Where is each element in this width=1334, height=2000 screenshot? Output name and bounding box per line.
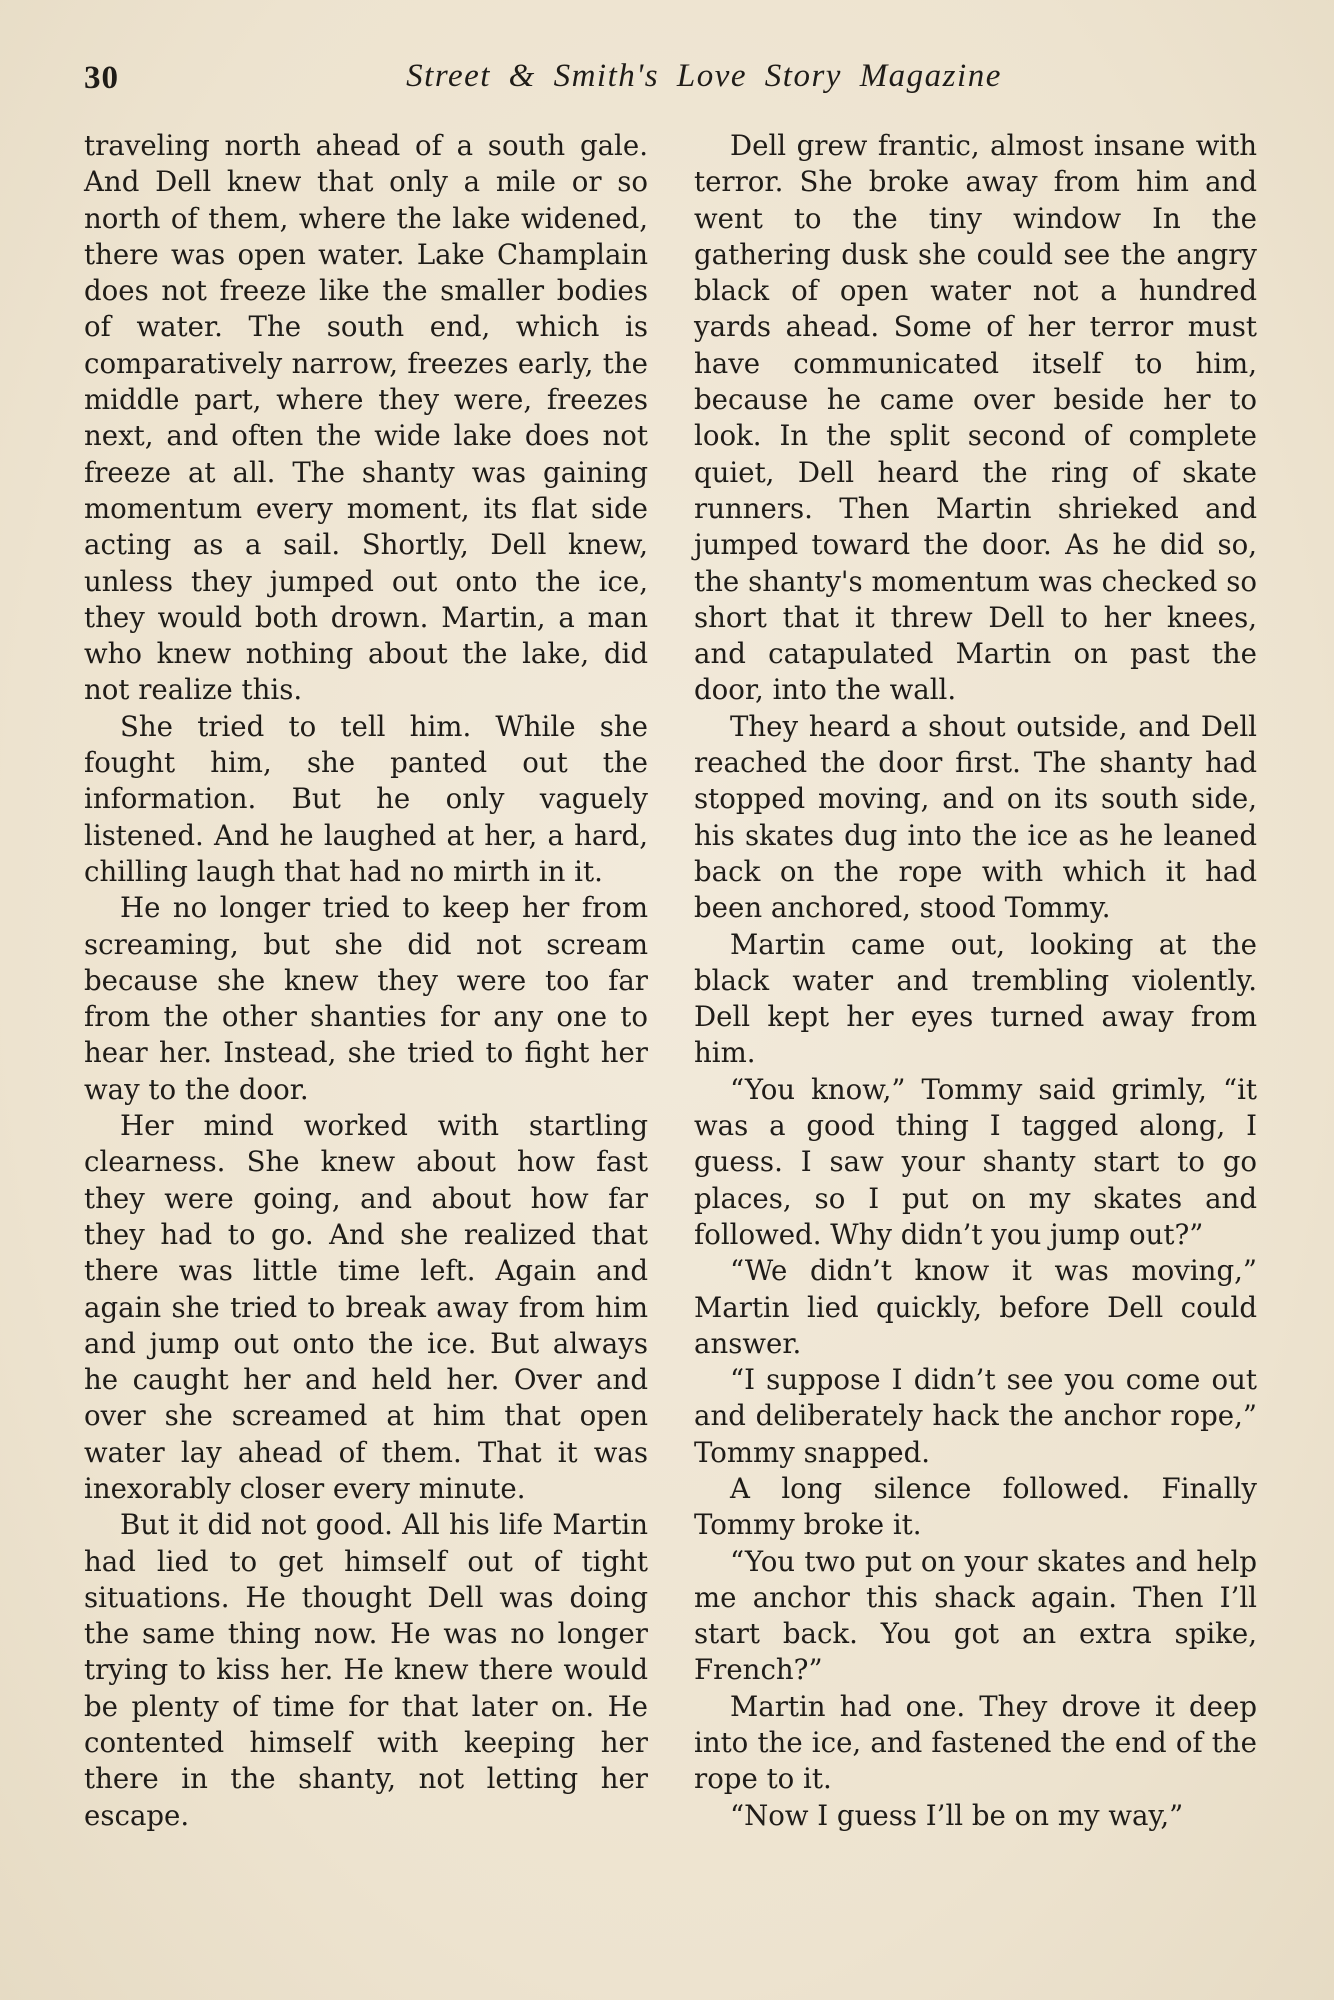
paragraph: Her mind worked with startling clearness. She knew about how fast they were going, and about how far they had to go. And she realized that there was little time left. Again and again she tried to break away from him and jump out onto the ice. But always he caught her and held her. Over and over she screamed at him that open water lay ahead of them. That it was inexorably closer every minute. [84, 1109, 648, 1505]
paragraph: They heard a shout outside, and Dell reached the door first. The shanty had stopped moving, and on its south side, his skates dug into the ice as he leaned back on the rope with which it had been anchored, stood Tommy. [694, 709, 1257, 925]
page-header [84, 56, 1254, 106]
paragraph: “I suppose I didn’t see you come out and deliberately hack the anchor rope,” Tommy snapped. [694, 1363, 1257, 1469]
running-title: Street & Smith's Love Story Magazine [406, 58, 1002, 94]
paragraph: “You two put on your skates and help me anchor this shack again. Then I’ll start back. You got an extra spike, French?” [694, 1544, 1257, 1687]
paragraph: She tried to tell him. While she fought him, she panted out the information. But he only vaguely listened. And he laughed at her, a hard, chilling laugh that had no mirth in it. [84, 709, 648, 888]
paragraph: “Now I guess I’ll be on my way,” [730, 1798, 1184, 1832]
paragraph: “We didn’t know it was moving,” Martin lied quickly, before Dell could answer. [694, 1254, 1257, 1360]
paragraph: Dell grew frantic, almost insane with terror. She broke away from him and went to the tiny window In the gathering dusk she could see the angry black of open water not a hundred yards ahead. Some of her terror must have communicated itself to him, because he came over beside her to look. In the split second of complete quiet, Dell heard the ring of skate runners. Then Martin shrieked and jumped toward the door. As he did so, the shanty's momentum was checked so short that it threw Dell to her knees, and catapulated Martin on past the door, into the wall. [694, 129, 1257, 707]
paragraph: Martin came out, looking at the black water and trembling violently. Dell kept her eyes turned away from him. [694, 927, 1257, 1070]
paragraph: Martin had one. They drove it deep into the ice, and fastened the end of the rope to it. [694, 1689, 1257, 1796]
paragraph: traveling north ahead of a south gale. And Dell knew that only a mile or so north of them, where the lake widened, there was open water. Lake Champlain does not freeze like the smaller bodies of water. The south end, which is comparatively narrow, freezes early, the middle part, where they were, freezes next, and often the wide lake does not freeze at all. The shanty was gaining momentum every moment, its flat side acting as a sail. Shortly, Dell knew, unless they jumped out onto the ice, they would both drown. Martin, a man who knew nothing about the lake, did not realize this. [84, 129, 648, 707]
left-text-column [84, 128, 648, 1834]
paragraph: “You know,” Tommy said grimly, “it was a good thing I tagged along, I guess. I saw your shanty start to go places, so I put on my skates and followed. Why didn’t you jump out?” [694, 1072, 1257, 1251]
paragraph: But it did not good. All his life Martin had lied to get himself out of tight situations. He thought Dell was doing the same thing now. He was no longer trying to kiss her. He knew there would be plenty of time for that later on. He contented himself with keeping her there in the shanty, not letting her escape. [84, 1508, 648, 1832]
paragraph: A long silence followed. Finally Tommy broke it. [694, 1471, 1257, 1542]
right-text-column [694, 128, 1257, 1834]
page-number: 30 [84, 60, 119, 96]
paragraph: He no longer tried to keep her from screaming, but she did not scream because she knew they were too far from the other shanties for any one to hear her. Instead, she tried to fight her way to the door. [84, 891, 648, 1106]
